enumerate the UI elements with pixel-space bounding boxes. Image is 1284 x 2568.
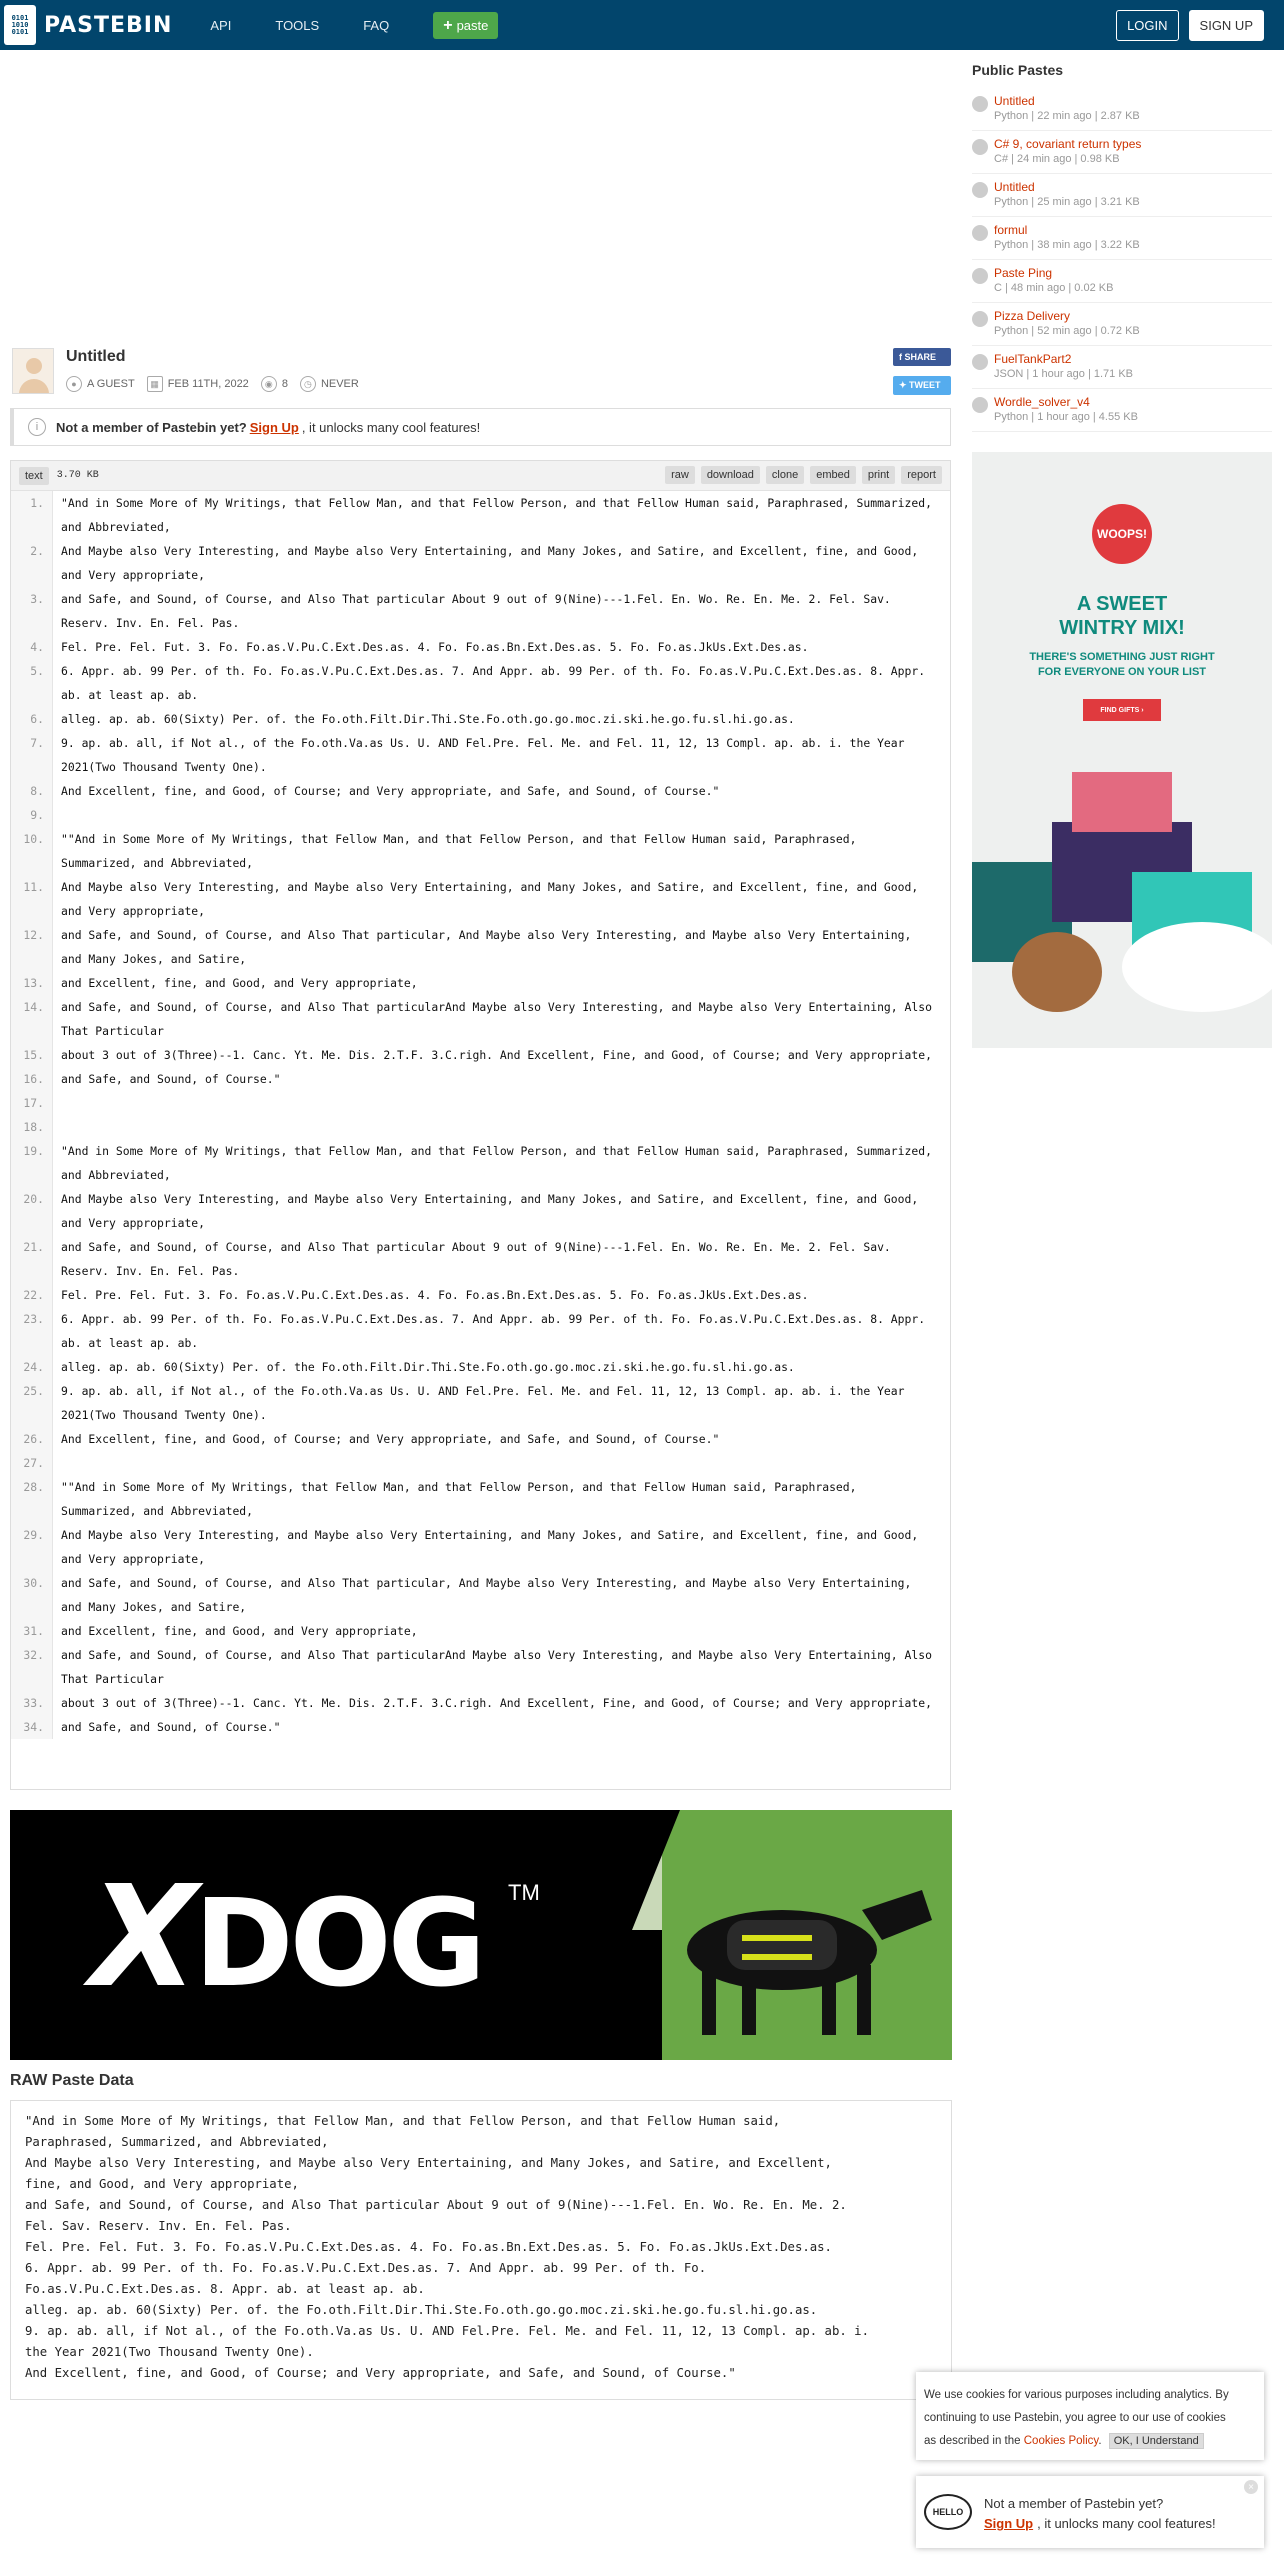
code-line [11, 971, 950, 995]
public-paste-title[interactable]: Wordle_solver_v4 [994, 395, 1090, 409]
line-number: 26. [11, 1427, 53, 1451]
code-line [11, 827, 950, 875]
line-text: "And in Some More of My Writings, that Fellow Man, and that Fellow Person, and that Fellow Human said, Paraphrased, Summarized, and Abbreviated, [61, 496, 939, 534]
line-number: 24. [11, 1355, 53, 1379]
code-line [11, 1379, 950, 1427]
dog-image-icon [632, 1850, 932, 2040]
line-number: 5. [11, 659, 53, 707]
line-text: And Maybe also Very Interesting, and Maybe also Very Entertaining, and Many Jokes, and Satire, and Excellent, fine, and Good, and Very appropriate, [61, 544, 926, 582]
public-paste-meta: Python | 38 min ago | 3.22 KB [994, 239, 1140, 251]
line-text: 6. Appr. ab. 99 Per. of th. Fo. Fo.as.V.Pu.C.Ext.Des.as. 7. And Appr. ab. 99 Per. of th. Fo. Fo.as.V.Pu.C.Ext.Des.as. 8. Appr. ab. at least ap. ab. [61, 1312, 932, 1350]
raw-button[interactable]: raw [665, 466, 695, 484]
line-number: 25. [11, 1379, 53, 1427]
globe-icon [972, 397, 988, 413]
facebook-icon: f [899, 352, 905, 362]
tweet-label: TWEET [909, 380, 941, 390]
line-number: 28. [11, 1475, 53, 1523]
public-paste-item[interactable] [972, 346, 1272, 389]
line-number: 17. [11, 1091, 53, 1115]
line-number: 14. [11, 995, 53, 1043]
code-line [11, 995, 950, 1043]
line-text: and Safe, and Sound, of Course, and Also That particular, And Maybe also Very Interesting, and Maybe also Very Entertaining, and Many Jokes, and Satire, [61, 1576, 919, 1614]
top-navbar [0, 0, 1284, 50]
line-text: about 3 out of 3(Three)--1. Canc. Yt. Me. Dis. 2.T.F. 3.C.righ. And Excellent, Fine, and Good, of Course; and Very appropriate, [61, 1696, 932, 1710]
sidebar [972, 50, 1272, 432]
line-text [53, 1451, 943, 1475]
globe-icon [972, 225, 988, 241]
line-text: And Maybe also Very Interesting, and Maybe also Very Entertaining, and Many Jokes, and Satire, and Excellent, fine, and Good, and Very appropriate, [61, 1528, 926, 1566]
code-line [11, 875, 950, 923]
code-line [11, 1619, 950, 1643]
ad-headline [972, 592, 1272, 640]
line-number: 34. [11, 1715, 53, 1739]
line-text: Fel. Pre. Fel. Fut. 3. Fo. Fo.as.V.Pu.C.Ext.Des.as. 4. Fo. Fo.as.Bn.Ext.Des.as. 5. Fo. Fo.as.JkUs.Ext.Des.as. [61, 640, 809, 654]
line-number: 7. [11, 731, 53, 779]
line-number: 21. [11, 1235, 53, 1283]
code-body [11, 491, 950, 1739]
xdog-banner-ad[interactable] [10, 1810, 952, 2060]
line-number: 6. [11, 707, 53, 731]
public-paste-item[interactable] [972, 260, 1272, 303]
code-line [11, 923, 950, 971]
cookie-accept-button[interactable]: OK, I Understand [1109, 2433, 1204, 2449]
line-number: 29. [11, 1523, 53, 1571]
paste-size: 3.70 KB [56, 470, 99, 481]
line-text [53, 803, 943, 827]
code-line [11, 1115, 950, 1139]
line-text: And Maybe also Very Interesting, and Maybe also Very Entertaining, and Many Jokes, and Satire, and Excellent, fine, and Good, and Very appropriate, [61, 880, 926, 918]
paste-date [147, 376, 249, 392]
paste-code-box [10, 460, 951, 1790]
public-paste-meta: JSON | 1 hour ago | 1.71 KB [994, 368, 1134, 380]
code-line [11, 1307, 950, 1355]
public-paste-item[interactable] [972, 88, 1272, 131]
code-line [11, 1043, 950, 1067]
signup-button[interactable]: SIGN UP [1189, 10, 1264, 41]
line-text: And Excellent, fine, and Good, of Course; and Very appropriate, and Safe, and Sound, of Course." [61, 1432, 720, 1446]
line-text: and Excellent, fine, and Good, and Very appropriate, [61, 976, 418, 990]
public-paste-title[interactable]: FuelTankPart2 [994, 352, 1072, 366]
notice-rest: , it unlocks many cool features! [301, 419, 481, 435]
author-name: A GUEST [87, 378, 135, 390]
line-text: alleg. ap. ab. 60(Sixty) Per. of. the Fo.oth.Filt.Dir.Thi.Ste.Fo.oth.go.go.moc.zi.ski.he.go.fu.sl.hi.go.as. [61, 1360, 795, 1374]
public-paste-title[interactable]: C# 9, covariant return types [994, 137, 1142, 151]
ad-headline-1: A SWEET [1076, 593, 1168, 615]
code-line [11, 1283, 950, 1307]
ad-subtitle [972, 650, 1272, 680]
public-paste-title[interactable]: formul [994, 223, 1028, 237]
xdog-word: DOG [193, 1875, 483, 2014]
hello-bubble-icon: HELLO [924, 2494, 972, 2530]
expiry-text: NEVER [320, 378, 359, 390]
line-number: 15. [11, 1043, 53, 1067]
code-line [11, 1715, 950, 1739]
find-gifts-button[interactable]: FIND GIFTS › [1083, 699, 1161, 721]
code-line [11, 803, 950, 827]
ad-subtitle-2: FOR EVERYONE ON YOUR LIST [1037, 666, 1207, 678]
xdog-logo [90, 1856, 483, 2019]
report-button[interactable]: report [901, 466, 942, 484]
public-paste-meta: Python | 52 min ago | 0.72 KB [994, 325, 1140, 337]
code-line [11, 707, 950, 731]
public-pastes-title: Public Pastes [972, 62, 1064, 78]
public-paste-meta: C | 48 min ago | 0.02 KB [994, 282, 1114, 294]
raw-paste-text[interactable]: "And in Some More of My Writings, that Fellow Man, and that Fellow Person, and that Fellow Human said, Paraphrased, Summarized, and Abbreviated, And Maybe also Very Interesting, and Maybe also Very Entertaining, and Many Jokes, and Satire, and Excellent, fine, and Good, and Very appropriate, and Safe, and Sound, of Course, and Also That particular About 9 out of 9(Nine)---1.Fel. En. Wo. Re. En. Me. 2. Fel. Sav. Reserv. Inv. En. Fel. Pas. Fel. Pre. Fel. Fut. 3. Fo. Fo.as.V.Pu.C.Ext.Des.as. 4. Fo. Fo.as.Bn.Ext.Des.as. 5. Fo. Fo.as.JkUs.Ext.Des.as. 6. Appr. ab. 99 Per. of th. Fo. Fo.as.V.Pu.C.Ext.Des.as. 7. And Appr. ab. 99 Per. of th. Fo. Fo.as.V.Pu.C.Ext.Des.as. 8. Appr. ab. at least ap. ab. alleg. ap. ab. 60(Sixty) Per. of. the Fo.oth.Filt.Dir.Thi.Ste.Fo.oth.go.go.moc.zi.ski.he.go.fu.sl.hi.go.as. 9. ap. ab. all, if Not al., of the Fo.oth.Va.as Us. U. AND Fel.Pre. Fel. Me. and Fel. 11, 12, 13 Compl. ap. ab. i. the Year 2021(Two Thousand Twenty One). And Excellent, fine, and Good, of Course; and Very appropriate, and Safe, and Sound, of Course." [10, 2100, 952, 2400]
paste-author [66, 376, 135, 392]
signup-popup [916, 2476, 1264, 2548]
line-text: and Safe, and Sound, of Course, and Also That particular About 9 out of 9(Nine)---1.Fel. En. Wo. Re. En. Me. 2. Fel. Sav. Reserv. Inv. En. Fel. Pas. [61, 1240, 898, 1278]
line-text: and Safe, and Sound, of Course, and Also That particularAnd Maybe also Very Interesting, and Maybe also Very Entertaining, Also That Particular [61, 1000, 939, 1038]
user-avatar-icon [12, 348, 54, 394]
public-pastes-list [972, 88, 1272, 432]
code-line [11, 491, 950, 539]
calendar-icon: ▦ [147, 376, 163, 392]
cookie-consent: We use cookies for various purposes including analytics. By continuing to use Pastebin, you agree to our use of cookies as described in the Cookies Policy. OK, I Understand [916, 2372, 1264, 2460]
line-number: 2. [11, 539, 53, 587]
code-line [11, 1571, 950, 1619]
line-text: ""And in Some More of My Writings, that Fellow Man, and that Fellow Person, and that Fellow Human said, Paraphrased, Summarized, and Abbreviated, [61, 1480, 864, 1518]
line-number: 9. [11, 803, 53, 827]
line-text: And Excellent, fine, and Good, of Course; and Very appropriate, and Safe, and Sound, of Course." [61, 784, 720, 798]
clone-button[interactable]: clone [766, 466, 804, 484]
eye-icon: ◉ [261, 376, 277, 392]
public-paste-meta: Python | 1 hour ago | 4.55 KB [994, 411, 1138, 423]
user-icon: ● [66, 376, 82, 392]
globe-icon [972, 268, 988, 284]
line-text: And Maybe also Very Interesting, and Maybe also Very Entertaining, and Many Jokes, and Satire, and Excellent, fine, and Good, and Very appropriate, [61, 1192, 926, 1230]
line-number: 16. [11, 1067, 53, 1091]
code-line [11, 1691, 950, 1715]
woops-logo: WOOPS! [1092, 504, 1152, 564]
embed-button[interactable]: embed [810, 466, 856, 484]
plus-icon: + [443, 16, 453, 34]
public-paste-title[interactable]: Paste Ping [994, 266, 1053, 280]
code-line [11, 1139, 950, 1187]
line-text: Fel. Pre. Fel. Fut. 3. Fo. Fo.as.V.Pu.C.Ext.Des.as. 4. Fo. Fo.as.Bn.Ext.Des.as. 5. Fo. Fo.as.JkUs.Ext.Des.as. [61, 1288, 809, 1302]
code-line [11, 539, 950, 587]
cookie-text-3: as described in the [924, 2435, 1021, 2447]
line-number: 12. [11, 923, 53, 971]
line-text: and Safe, and Sound, of Course." [61, 1720, 281, 1734]
twitter-tweet-button[interactable] [893, 376, 951, 395]
public-paste-meta: Python | 22 min ago | 2.87 KB [994, 110, 1140, 122]
paste-expiry [300, 376, 359, 392]
public-paste-title[interactable]: Untitled [994, 94, 1035, 108]
code-line [11, 779, 950, 803]
twitter-icon: ✦ [899, 380, 910, 390]
globe-icon [972, 182, 988, 198]
new-paste-button[interactable] [433, 12, 498, 39]
line-text: and Excellent, fine, and Good, and Very appropriate, [61, 1624, 418, 1638]
ad-headline-2: WINTRY MIX! [1059, 617, 1185, 639]
line-number: 33. [11, 1691, 53, 1715]
gift-box-image [1072, 772, 1172, 832]
line-text: "And in Some More of My Writings, that Fellow Man, and that Fellow Person, and that Fellow Human said, Paraphrased, Summarized, and Abbreviated, [61, 1144, 939, 1182]
logo[interactable] [4, 5, 172, 45]
code-line [11, 1091, 950, 1115]
globe-icon [972, 96, 988, 112]
line-number: 27. [11, 1451, 53, 1475]
code-line [11, 731, 950, 779]
public-paste-item[interactable] [972, 174, 1272, 217]
code-lines [11, 491, 950, 1739]
line-number: 30. [11, 1571, 53, 1619]
code-line [11, 1475, 950, 1523]
line-text: and Safe, and Sound, of Course, and Also That particular About 9 out of 9(Nine)---1.Fel. En. Wo. Re. En. Me. 2. Fel. Sav. Reserv. Inv. En. Fel. Pas. [61, 592, 898, 630]
code-line [11, 1355, 950, 1379]
line-number: 19. [11, 1139, 53, 1187]
line-number: 20. [11, 1187, 53, 1235]
line-number: 11. [11, 875, 53, 923]
paste-views [261, 376, 288, 392]
line-text: and Safe, and Sound, of Course, and Also That particular, And Maybe also Very Interesting, and Maybe also Very Entertaining, and Many Jokes, and Satire, [61, 928, 919, 966]
hello-signup-link[interactable]: Sign Up [984, 2516, 1034, 2531]
line-number: 3. [11, 587, 53, 635]
line-number: 4. [11, 635, 53, 659]
public-paste-title[interactable]: Untitled [994, 180, 1035, 194]
public-paste-item[interactable] [972, 217, 1272, 260]
code-line [11, 1067, 950, 1091]
line-text: and Safe, and Sound, of Course, and Also That particularAnd Maybe also Very Interesting, and Maybe also Very Entertaining, Also That Particular [61, 1648, 939, 1686]
public-paste-title[interactable]: Pizza Delivery [994, 309, 1071, 323]
pastebin-logo-icon: 0101 1010 0101 [4, 5, 36, 45]
trademark: TM [508, 1880, 540, 1905]
ad-subtitle-1: THERE'S SOMETHING JUST RIGHT [1029, 651, 1215, 663]
line-number: 18. [11, 1115, 53, 1139]
cookies-image [1012, 932, 1102, 1012]
line-number: 32. [11, 1643, 53, 1691]
line-text: 9. ap. ab. all, if Not al., of the Fo.oth.Va.as Us. U. AND Fel.Pre. Fel. Me. and Fel. 11, 12, 13 Compl. ap. ab. i. the Year 2021(Two Thousand Twenty One). [61, 736, 912, 774]
nav-api[interactable]: API [210, 17, 232, 33]
public-paste-item[interactable] [972, 131, 1272, 174]
xdog-x: X [90, 1856, 194, 2019]
line-text: about 3 out of 3(Three)--1. Canc. Yt. Me. Dis. 2.T.F. 3.C.righ. And Excellent, Fine, and Good, of Course; and Very appropriate, [61, 1048, 932, 1062]
line-text: 6. Appr. ab. 99 Per. of th. Fo. Fo.as.V.Pu.C.Ext.Des.as. 7. And Appr. ab. 99 Per. of th. Fo. Fo.as.V.Pu.C.Ext.Des.as. 8. Appr. ab. at least ap. ab. [61, 664, 932, 702]
code-line [11, 635, 950, 659]
nav-faq[interactable]: FAQ [363, 17, 390, 33]
line-text: alleg. ap. ab. 60(Sixty) Per. of. the Fo.oth.Filt.Dir.Thi.Ste.Fo.oth.go.go.moc.zi.ski.he.go.fu.sl.hi.go.as. [61, 712, 795, 726]
facebook-share-button[interactable] [893, 348, 951, 366]
clock-icon: ◷ [300, 376, 316, 392]
line-number: 23. [11, 1307, 53, 1355]
code-line [11, 1427, 950, 1451]
line-number: 8. [11, 779, 53, 803]
notice-signup-link[interactable]: Sign Up [249, 419, 299, 435]
line-text [53, 1115, 943, 1139]
download-button[interactable]: download [701, 466, 760, 484]
code-line [11, 1451, 950, 1475]
public-paste-meta: Python | 25 min ago | 3.21 KB [994, 196, 1140, 208]
line-text [53, 1091, 943, 1115]
print-button[interactable]: print [862, 466, 895, 484]
code-actions [659, 466, 942, 484]
public-paste-item[interactable] [972, 303, 1272, 346]
new-paste-label: paste [456, 17, 489, 33]
share-label: SHARE [904, 352, 937, 362]
code-line [11, 1235, 950, 1283]
hello-line-2 [984, 2516, 1216, 2531]
paste-info [10, 348, 951, 400]
globe-icon [972, 354, 988, 370]
line-number: 1. [11, 491, 53, 539]
views-count: 8 [281, 378, 288, 390]
line-number: 31. [11, 1619, 53, 1643]
sidebar-ad[interactable] [972, 452, 1272, 1048]
auth-buttons [1106, 10, 1264, 41]
line-text: 9. ap. ab. all, if Not al., of the Fo.oth.Va.as Us. U. AND Fel.Pre. Fel. Me. and Fel. 11, 12, 13 Compl. ap. ab. i. the Year 2021(Two Thousand Twenty One). [61, 1384, 912, 1422]
close-icon[interactable]: × [1244, 2480, 1258, 2494]
globe-icon [972, 311, 988, 327]
syntax-tag[interactable]: text [19, 467, 49, 485]
public-paste-item[interactable] [972, 389, 1272, 432]
date-text: FEB 11TH, 2022 [167, 378, 249, 390]
globe-icon [972, 139, 988, 155]
cookie-text-1: We use cookies for various purposes including analytics. By [924, 2389, 1229, 2401]
signup-notice [10, 408, 951, 446]
line-number: 22. [11, 1283, 53, 1307]
info-icon: i [28, 418, 46, 436]
cookie-text-2: continuing to use Pastebin, you agree to our use of cookies [924, 2412, 1226, 2424]
paste-title: Untitled [66, 348, 126, 365]
line-number: 13. [11, 971, 53, 995]
public-paste-meta: C# | 24 min ago | 0.98 KB [994, 153, 1120, 165]
line-text: and Safe, and Sound, of Course." [61, 1072, 281, 1086]
login-button[interactable]: LOGIN [1116, 10, 1178, 41]
hello-line-2-rest: , it unlocks many cool features! [1037, 2516, 1216, 2531]
code-line [11, 1187, 950, 1235]
logo-text: PASTEBIN [44, 12, 173, 38]
line-text: ""And in Some More of My Writings, that Fellow Man, and that Fellow Person, and that Fellow Human said, Paraphrased, Summarized, and Abbreviated, [61, 832, 864, 870]
code-line [11, 1643, 950, 1691]
code-line [11, 659, 950, 707]
code-line [11, 1523, 950, 1571]
nav-tools[interactable]: TOOLS [275, 17, 320, 33]
main-nav [210, 12, 498, 39]
line-number: 10. [11, 827, 53, 875]
macarons-plate-image [1122, 922, 1272, 1012]
code-line [11, 587, 950, 635]
raw-paste-title: RAW Paste Data [10, 2072, 134, 2089]
paste-meta [66, 376, 371, 392]
code-toolbar [11, 461, 950, 491]
hello-line-1: Not a member of Pastebin yet? [984, 2496, 1164, 2511]
cookies-policy-link[interactable]: Cookies Policy [1023, 2435, 1099, 2447]
notice-bold: Not a member of Pastebin yet? [56, 419, 247, 435]
top-ad-space [0, 50, 960, 340]
